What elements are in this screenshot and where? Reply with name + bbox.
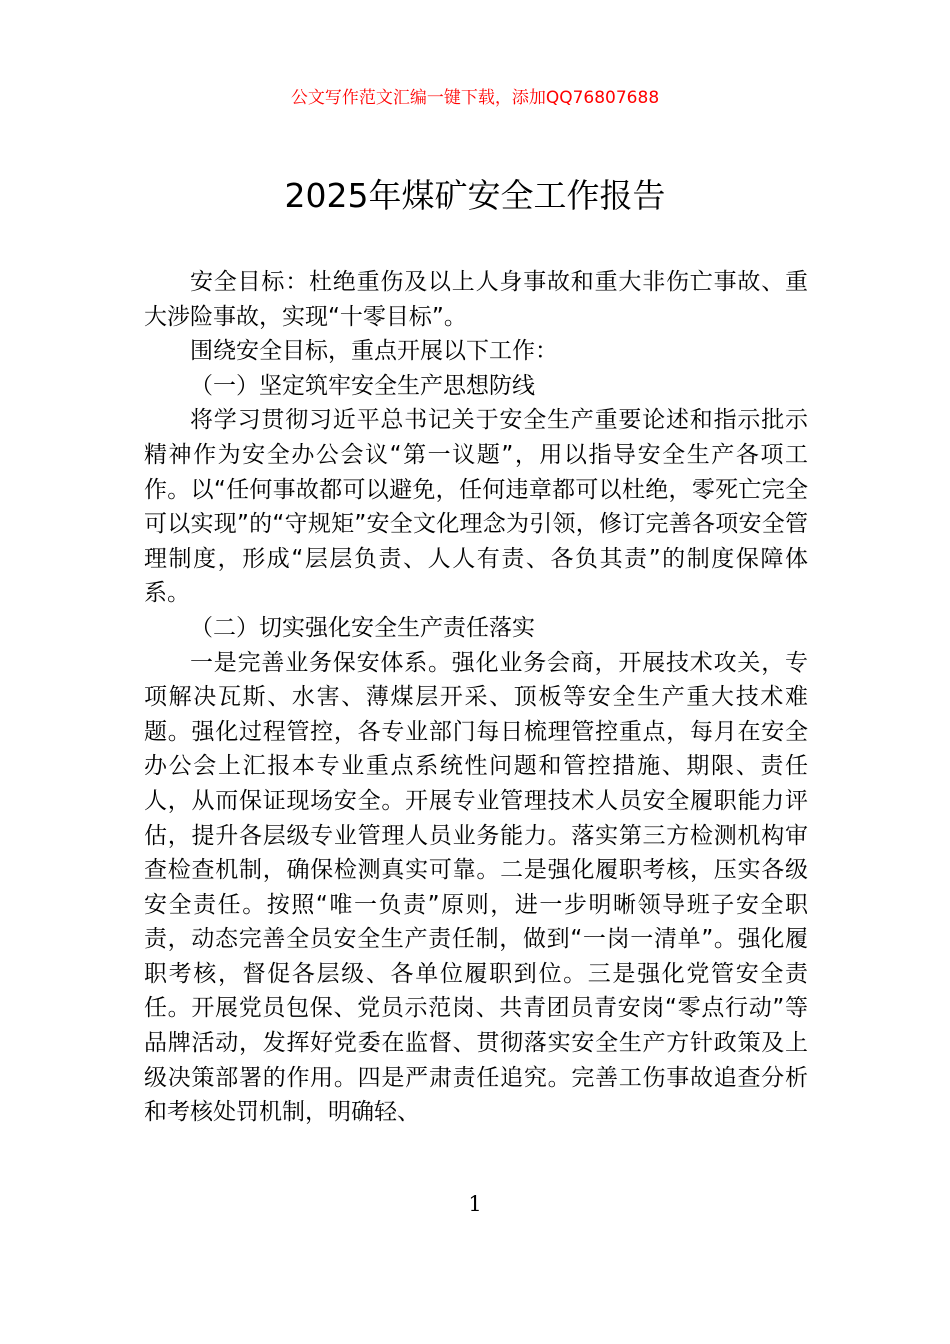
paragraph-safety-goal: 安全目标：杜绝重伤及以上人身事故和重大非伤亡事故、重大涉险事故，实现“十零目标”。 (144, 269, 808, 330)
promo-header: 公文写作范文汇编一键下载，添加QQ76807688 (290, 88, 660, 108)
page-number: 1 (468, 1192, 482, 1216)
document-title: 2025年煤矿安全工作报告 (284, 176, 666, 215)
paragraph-section-1: 将学习贯彻习近平总书记关于安全生产重要论述和指示批示精神作为安全办公会议“第一议题”，用以指导安全生产各项工作。以“任何事故都可以避免，任何违章都可以杜绝，零死亡完全可以实现”的“守规矩”安全文化理念为引领，修订完善各项安全管理制度，形成“层层负责、人人有责、各负其责”的制度保障体系。 (144, 407, 808, 607)
section-heading-1: （一）坚定筑牢安全生产思想防线 (190, 372, 535, 399)
paragraph-section-2: 一是完善业务保安体系。强化业务会商，开展技术攻关，专项解决瓦斯、水害、薄煤层开采、顶板等安全生产重大技术难题。强化过程管控，各专业部门每日梳理管控重点，每月在安全办公会上汇报本专业重点系统性问题和管控措施、期限、责任人，从而保证现场安全。开展专业管理技术人员安全履职能力评估，提升各层级专业管理人员业务能力。落实第三方检测机构审查检查机制，确保检测真实可靠。二是强化履职考核，压实各级安全责任。按照“唯一负责”原则，进一步明晰领导班子安全职责，动态完善全员安全生产责任制，做到“一岗一清单”。强化履职考核，督促各层级、各单位履职到位。三是强化党管安全责任。开展党员包保、党员示范岗、共青团员青安岗“零点行动”等品牌活动，发挥好党委在监督、贯彻落实安全生产方针政策及上级决策部署的作用。四是严肃责任追究。完善工伤事故追查分析和考核处罚机制，明确轻、 (144, 649, 808, 1126)
paragraph-intro: 围绕安全目标，重点开展以下工作： (190, 338, 558, 365)
section-heading-2: （二）切实强化安全生产责任落实 (190, 614, 535, 641)
document-body (144, 265, 808, 1130)
